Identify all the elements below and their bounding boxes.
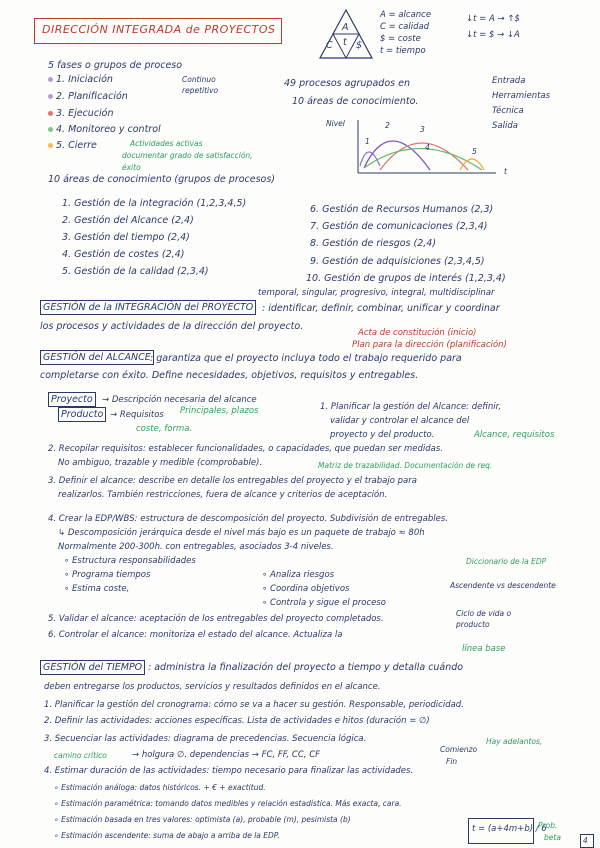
phase-5: 5. Cierre	[48, 140, 97, 151]
scope-p1b: validar y controlar el alcance del	[330, 416, 470, 426]
area-9: 9. Gestión de adquisiciones (2,3,4,5)	[310, 256, 485, 267]
scope-bullet-3: ∘ Estima coste,	[64, 584, 130, 594]
time-beta: beta	[544, 833, 561, 842]
continuo-note: Continuo repetitivo	[182, 75, 219, 95]
scope-req-green: Principales, plazos	[180, 406, 259, 416]
area-5: 5. Gestión de la calidad (2,3,4)	[62, 266, 209, 277]
legend-alcance: A = alcance	[380, 10, 432, 20]
area-10: 10. Gestión de grupos de interés (1,2,3,4)	[306, 273, 506, 284]
scope-p3b: realizarlos. También restricciones, fuera de alcance y criterios de aceptación.	[58, 490, 388, 500]
time-e4: ∘ Estimación ascendente: suma de abajo a arriba de la EDP.	[54, 831, 280, 840]
integration-line1: : identificar, definir, combinar, unificar y coordinar	[262, 303, 500, 314]
time-e3: ∘ Estimación basada en tres valores: optimista (a), probable (m), pesimista (b)	[54, 815, 351, 824]
producto-box: Producto	[58, 407, 106, 422]
formula-2: ↓t = $ → ↓A	[466, 30, 520, 40]
scope-p5: 5. Validar el alcance: aceptación de los entregables del proyecto completados.	[48, 614, 384, 624]
legend-tiempo: t = tiempo	[380, 46, 426, 56]
time-comienzo: Comienzo	[440, 745, 478, 754]
scope-bullet-4: ∘ Analiza riesgos	[262, 570, 335, 580]
formula-1: ↓t = A → ↑$	[466, 14, 520, 24]
scope-p4: 4. Crear la EDP/WBS: estructura de descomposición del proyecto. Subdivisión de entregables.	[48, 514, 448, 524]
page-title: DIRECCIÓN INTEGRADA de PROYECTOS	[42, 23, 276, 36]
area-1: 1. Gestión de la integración (1,2,3,4,5)	[62, 198, 247, 209]
scope-p4-green: Diccionario de la EDP	[466, 557, 547, 566]
triangle-left: C	[326, 40, 333, 51]
scope-header: GESTIÓN del ALCANCE	[40, 350, 154, 365]
chart-label-3: 3	[420, 125, 425, 134]
area-2: 2. Gestión del Alcance (2,4)	[62, 215, 194, 226]
scope-p4c: Normalmente 200-300h. con entregables, asociados 3-4 niveles.	[58, 542, 334, 552]
area-7: 7. Gestión de comunicaciones (2,3,4)	[310, 221, 488, 232]
area-4: 4. Gestión de costes (2,4)	[62, 249, 185, 260]
time-t2: 2. Definir las actividades: acciones específicas. Lista de actividades e hitos (duración = ∅)	[44, 716, 430, 726]
time-t3-green: Hay adelantos,	[486, 737, 543, 746]
integration-acta: Acta de constitución (inicio)	[358, 328, 477, 338]
cierre-note-2: documentar grado de satisfacción,	[122, 151, 253, 160]
phase-2: 2. Planificación	[48, 91, 128, 102]
legend-coste: $ = coste	[380, 34, 421, 44]
chart-label-2: 2	[385, 121, 390, 130]
scope-costes: coste, forma.	[136, 424, 193, 434]
cierre-note-3: éxito	[122, 163, 141, 172]
io-salida: Salida	[492, 121, 518, 131]
scope-desc: → Descripción necesaria del alcance	[102, 395, 257, 405]
time-t3b-green: camino crítico	[54, 751, 107, 760]
scope-p2-green: Matriz de trazabilidad. Documentación de req.	[318, 461, 493, 470]
chart-label-5: 5	[472, 147, 477, 156]
time-e2: ∘ Estimación paramétrica: tomando datos medibles y relación estadística. Más exacta, cara.	[54, 799, 402, 808]
area-8: 8. Gestión de riesgos (2,4)	[310, 238, 437, 249]
scope-bullet-1: ∘ Estructura responsabilidades	[64, 556, 196, 566]
integration-line2: los procesos y actividades de la dirección del proyecto.	[40, 321, 304, 332]
time-t4: 4. Estimar duración de las actividades: tiempo necesario para finalizar las actividades.	[44, 766, 414, 776]
scope-bullet-5: ∘ Coordina objetivos	[262, 584, 350, 594]
time-fin: Fin	[446, 757, 458, 766]
time-e1: ∘ Estimación análoga: datos históricos. + € + exactitud.	[54, 783, 266, 792]
proyecto-box: Proyecto	[48, 392, 96, 407]
scope-asc: Ascendente vs descendente	[450, 581, 556, 590]
page-number: 4	[583, 836, 588, 845]
triangle-right: $	[356, 40, 363, 51]
time-t3b: → holgura ∅. dependencias → FC, FF, CC, CF	[132, 750, 321, 760]
area-3: 3. Gestión del tiempo (2,4)	[62, 232, 190, 243]
scope-p2a: 2. Recopilar requisitos: establecer funcionalidades, o capacidades, que puedan ser medidas.	[48, 444, 443, 454]
scope-req: → Requisitos	[110, 410, 164, 420]
triangle-top: A	[342, 22, 349, 33]
processes-text: 49 procesos agrupados en	[284, 78, 410, 89]
chart-label-1: 1	[365, 137, 370, 146]
io-herramientas: Herramientas	[492, 91, 551, 101]
triangle-center: t	[343, 37, 347, 48]
processes-areas: 10 áreas de conocimiento.	[292, 96, 419, 107]
triangle-diagram	[318, 8, 374, 60]
scope-p2b: No ambiguo, trazable y medible (comprobable).	[58, 458, 263, 468]
legend-calidad: C = calidad	[380, 22, 430, 32]
scope-p4b: ↳ Descomposición jerárquica desde el nivel más bajo es un paquete de trabajo ≈ 80h	[58, 528, 425, 538]
phase-1: 1. Iniciación	[48, 74, 113, 85]
scope-p1c: proyecto y del producto.	[330, 430, 435, 440]
time-t1: 1. Planificar la gestión del cronograma: cómo se va a hacer su gestión. Responsable, periodicidad.	[44, 700, 464, 710]
scope-p6: 6. Controlar el alcance: monitoriza el estado del alcance. Actualiza la	[48, 630, 343, 640]
io-entrada: Entrada	[492, 76, 526, 86]
phase-3: 3. Ejecución	[48, 108, 114, 119]
time-t3: 3. Secuenciar las actividades: diagrama de precedencias. Secuencia lógica.	[44, 734, 367, 744]
integration-plan: Plan para la dirección (planificación)	[352, 340, 507, 350]
scope-p3a: 3. Definir el alcance: describe en detalle los entregables del proyecto y el trabajo para	[48, 476, 417, 486]
cierre-note-1: Actividades activas	[130, 139, 203, 148]
scope-ciclo: Ciclo de vida o producto	[456, 609, 512, 629]
phases-heading: 5 fases o grupos de proceso	[48, 60, 183, 71]
phase-4: 4. Monitoreo y control	[48, 124, 161, 135]
time-prob: Prob.	[538, 821, 558, 830]
scope-p1-green: Alcance, requisitos	[474, 430, 555, 440]
chart-nivel-label: Nivel	[326, 119, 345, 128]
scope-line2: completarse con éxito. Define necesidades, objetivos, requisitos y entregables.	[40, 370, 419, 381]
scope-p6-green: línea base	[462, 644, 506, 654]
chart-label-4: 4	[425, 143, 430, 152]
scope-p1a: 1. Planificar la gestión del Alcance: definir,	[320, 402, 502, 412]
chart-t-label: t	[504, 167, 507, 176]
time-formula: t = (a+4m+b) / 6	[472, 824, 547, 834]
integration-header: GESTIÓN de la INTEGRACIÓN del PROYECTO	[40, 300, 256, 315]
time-header: GESTIÓN del TIEMPO	[40, 660, 145, 675]
areas-heading: 10 áreas de conocimiento (grupos de procesos)	[48, 174, 276, 185]
integration-temporal: temporal, singular, progresivo, integral, multidisciplinar	[258, 288, 495, 298]
scope-bullet-2: ∘ Programa tiempos	[64, 570, 151, 580]
io-tecnica: Técnica	[492, 106, 524, 116]
time-line2: deben entregarse los productos, servicios y resultados definidos en el alcance.	[44, 682, 381, 692]
scope-bullet-6: ∘ Controla y sigue el proceso	[262, 598, 387, 608]
area-6: 6. Gestión de Recursos Humanos (2,3)	[310, 204, 494, 215]
time-line1: : administra la finalización del proyecto a tiempo y detalla cuándo	[148, 662, 464, 673]
scope-line1: : garantiza que el proyecto incluya todo el trabajo requerido para	[150, 353, 462, 364]
